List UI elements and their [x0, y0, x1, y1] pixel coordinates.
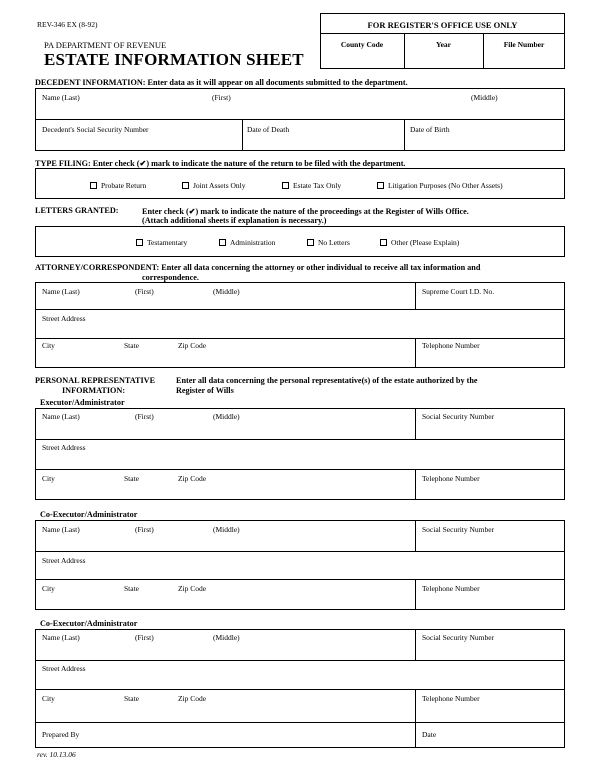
- form-number: REV-346 EX (8-92): [37, 20, 98, 29]
- county-code-field[interactable]: County Code: [340, 40, 384, 49]
- executor-city-field[interactable]: City: [42, 474, 55, 483]
- probate-return-checkbox[interactable]: Probate Return: [90, 181, 146, 190]
- letters-instruction-1: Enter check (✔) mark to indicate the nature of the proceedings at the Register of Wills Office.: [142, 207, 469, 216]
- executor-street-field[interactable]: Street Address: [42, 443, 86, 452]
- attorney-heading: ATTORNEY/CORRESPONDENT: Enter all data concerning the attorney or other individual to receive all tax information and: [35, 263, 481, 272]
- attorney-name-first[interactable]: (First): [135, 287, 154, 296]
- executor-zip-field[interactable]: Zip Code: [178, 474, 207, 483]
- executor-name-last[interactable]: Name (Last): [42, 412, 80, 421]
- attorney-city-field[interactable]: City: [42, 341, 55, 350]
- co-executor-2-name-last[interactable]: Name (Last): [42, 633, 80, 642]
- co-executor-2-title: Co-Executor/Administrator: [40, 619, 138, 628]
- co-executor-1-city-field[interactable]: City: [42, 584, 55, 593]
- letters-granted-heading: LETTERS GRANTED:: [35, 206, 119, 215]
- co-executor-1-name-first[interactable]: (First): [135, 525, 154, 534]
- co-executor-2-telephone-field[interactable]: Telephone Number: [422, 694, 480, 703]
- executor-name-middle[interactable]: (Middle): [213, 412, 240, 421]
- co-executor-1-ssn-field[interactable]: Social Security Number: [422, 525, 495, 534]
- co-executor-1-title: Co-Executor/Administrator: [40, 510, 138, 519]
- department-name: PA DEPARTMENT OF REVENUE: [44, 40, 167, 50]
- estate-tax-checkbox[interactable]: Estate Tax Only: [282, 181, 341, 190]
- supreme-court-id-field[interactable]: Supreme Court I.D. No.: [422, 287, 495, 296]
- co-executor-1-name-middle[interactable]: (Middle): [213, 525, 240, 534]
- executor-box: [35, 408, 565, 500]
- executor-telephone-field[interactable]: Telephone Number: [422, 474, 480, 483]
- office-use-heading: FOR REGISTER'S OFFICE USE ONLY: [367, 20, 518, 30]
- decedent-name-middle[interactable]: (Middle): [471, 93, 498, 102]
- date-of-death-field[interactable]: Date of Death: [247, 125, 290, 134]
- attorney-name-last[interactable]: Name (Last): [42, 287, 80, 296]
- executor-ssn-field[interactable]: Social Security Number: [422, 412, 495, 421]
- decedent-ssn-field[interactable]: Decedent's Social Security Number: [42, 125, 149, 134]
- no-letters-checkbox[interactable]: No Letters: [307, 238, 350, 247]
- attorney-state-field[interactable]: State: [124, 341, 139, 350]
- revision-note: rev. 10.13.06: [37, 750, 76, 759]
- administration-checkbox[interactable]: Administration: [219, 238, 275, 247]
- co-executor-2-street-field[interactable]: Street Address: [42, 664, 86, 673]
- co-executor-1-street-field[interactable]: Street Address: [42, 556, 86, 565]
- co-executor-2-ssn-field[interactable]: Social Security Number: [422, 633, 495, 642]
- file-number-field[interactable]: File Number: [503, 40, 545, 49]
- joint-assets-checkbox[interactable]: Joint Assets Only: [182, 181, 246, 190]
- attorney-name-middle[interactable]: (Middle): [213, 287, 240, 296]
- personal-rep-heading: PERSONAL REPRESENTATIVE: [35, 376, 156, 385]
- co-executor-1-zip-field[interactable]: Zip Code: [178, 584, 207, 593]
- letters-granted-box: [35, 226, 565, 257]
- personal-rep-instruction-1: Enter all data concerning the personal representative(s) of the estate authorized by the: [176, 376, 478, 385]
- decedent-name-last[interactable]: Name (Last): [42, 93, 80, 102]
- type-filing-heading: TYPE FILING: Enter check (✔) mark to indicate the nature of the return to be filed with the department.: [35, 159, 406, 168]
- attorney-telephone-field[interactable]: Telephone Number: [422, 341, 480, 350]
- letters-instruction-2: (Attach additional sheets if explanation is necessary.): [142, 216, 327, 225]
- co-executor-1-name-last[interactable]: Name (Last): [42, 525, 80, 534]
- personal-rep-heading-cont: INFORMATION:: [62, 386, 126, 395]
- personal-rep-instruction-2: Register of Wills: [176, 386, 234, 395]
- other-explain-checkbox[interactable]: Other (Please Explain): [380, 238, 459, 247]
- litigation-purposes-checkbox[interactable]: Litigation Purposes (No Other Assets): [377, 181, 503, 190]
- page-title: ESTATE INFORMATION SHEET: [44, 50, 304, 69]
- decedent-name-first[interactable]: (First): [212, 93, 231, 102]
- decedent-heading: DECEDENT INFORMATION: Enter data as it will appear on all documents submitted to the department.: [35, 78, 408, 87]
- attorney-heading-cont: correspondence.: [142, 273, 199, 282]
- co-executor-2-name-middle[interactable]: (Middle): [213, 633, 240, 642]
- co-executor-2-name-first[interactable]: (First): [135, 633, 154, 642]
- co-executor-1-telephone-field[interactable]: Telephone Number: [422, 584, 480, 593]
- attorney-zip-field[interactable]: Zip Code: [178, 341, 207, 350]
- co-executor-1-state-field[interactable]: State: [124, 584, 139, 593]
- co-executor-2-city-field[interactable]: City: [42, 694, 55, 703]
- co-executor-2-zip-field[interactable]: Zip Code: [178, 694, 207, 703]
- testamentary-checkbox[interactable]: Testamentary: [136, 238, 187, 247]
- executor-name-first[interactable]: (First): [135, 412, 154, 421]
- date-of-birth-field[interactable]: Date of Birth: [410, 125, 450, 134]
- date-field[interactable]: Date: [422, 730, 437, 739]
- year-field[interactable]: Year: [436, 40, 451, 49]
- attorney-street-field[interactable]: Street Address: [42, 314, 86, 323]
- prepared-by-field[interactable]: Prepared By: [42, 730, 80, 739]
- executor-title: Executor/Administrator: [40, 398, 125, 407]
- co-executor-2-state-field[interactable]: State: [124, 694, 139, 703]
- executor-state-field[interactable]: State: [124, 474, 139, 483]
